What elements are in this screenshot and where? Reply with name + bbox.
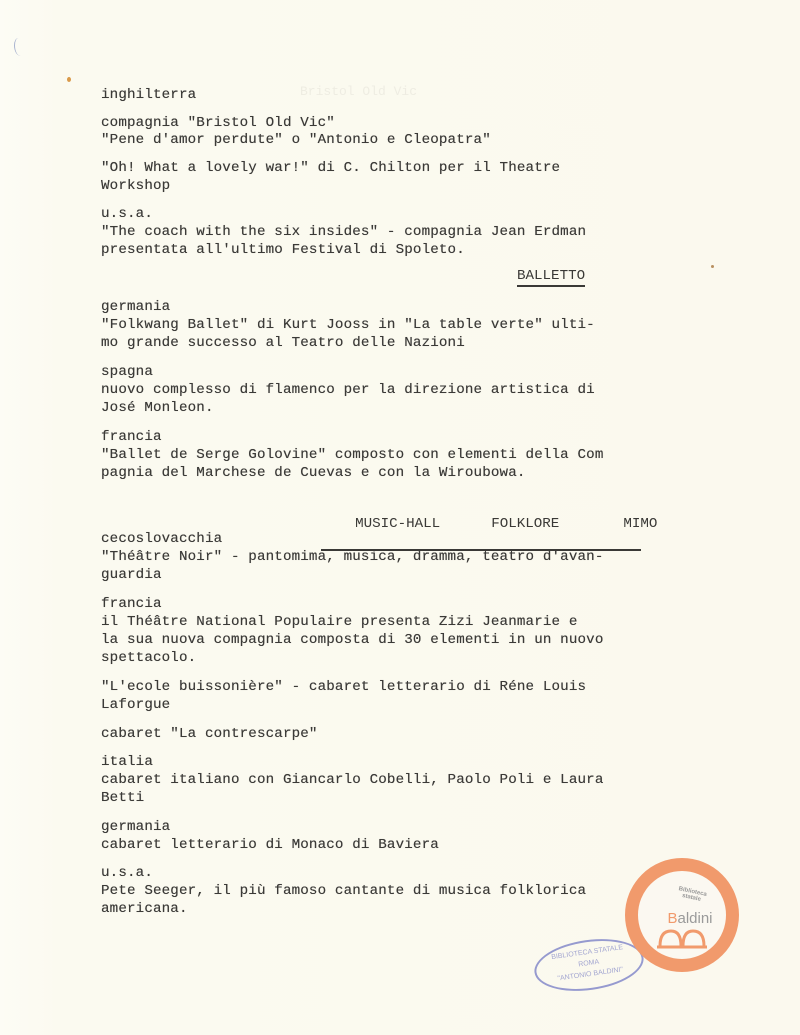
text-line: il Théâtre National Populaire presenta Zizi Jeanmarie e <box>101 614 578 630</box>
country-francia: francia <box>101 596 162 612</box>
text-line: Laforgue <box>101 697 171 713</box>
text-line: presentata all'ultimo Festival di Spoleto. <box>101 242 465 258</box>
text-line: pagnia del Marchese de Cuevas e con la Wiroubowa. <box>101 465 526 481</box>
country-cecoslovacchia: cecoslovacchia <box>101 531 223 547</box>
text-line: "The coach with the six insides" - compagnia Jean Erdman <box>101 224 587 240</box>
text-line: "Oh! What a lovely war!" di C. Chilton per il Theatre <box>101 160 561 176</box>
text-line: spettacolo. <box>101 650 197 666</box>
text-line: cabaret "La contrescarpe" <box>101 726 318 742</box>
text-line: guardia <box>101 567 162 583</box>
text-line: mo grande successo al Teatro delle Nazioni <box>101 335 465 351</box>
text-line: Betti <box>101 790 145 806</box>
text-line: compagnia "Bristol Old Vic" <box>101 115 335 131</box>
country-inghilterra: inghilterra <box>101 87 197 103</box>
text-line: Workshop <box>101 178 171 194</box>
staple-mark <box>14 38 25 56</box>
text-line: "L'ecole buissonière" - cabaret letterario di Réne Louis <box>101 679 587 695</box>
stamp-line: BIBLIOTECA STATALE <box>550 944 624 962</box>
logo-name <box>660 910 720 927</box>
heading-music-hall: MUSIC-HALL <box>355 516 441 532</box>
country-spagna: spagna <box>101 364 153 380</box>
country-francia: francia <box>101 429 162 445</box>
country-usa: u.s.a. <box>101 206 153 222</box>
baldini-logo <box>625 858 739 972</box>
paper-speck <box>711 265 714 268</box>
country-germania: germania <box>101 819 171 835</box>
text-line: "Ballet de Serge Golovine" composto con elementi della Com <box>101 447 604 463</box>
text-line: José Monleon. <box>101 400 214 416</box>
book-arches-icon <box>657 927 707 949</box>
text-line: la sua nuova compagnia composta di 30 elementi in un nuovo <box>101 632 604 648</box>
heading-music-hall-folklore-mimo <box>321 500 658 551</box>
text-line: americana. <box>101 901 188 917</box>
show-through-text: Bristol Old Vic <box>300 84 418 99</box>
stamp-line: ROMA <box>577 958 600 969</box>
text-line: nuovo complesso di flamenco per la direzione artistica di <box>101 382 595 398</box>
heading-mimo: MIMO <box>623 516 658 532</box>
text-line: "Folkwang Ballet" di Kurt Jooss in "La table verte" ulti- <box>101 317 595 333</box>
text-line: cabaret italiano con Giancarlo Cobelli, Paolo Poli e Laura <box>101 772 604 788</box>
country-germania: germania <box>101 299 171 315</box>
text-line: "Pene d'amor perdute" o "Antonio e Cleopatra" <box>101 132 491 148</box>
logo-name-rest: aldini <box>677 910 713 927</box>
country-italia: italia <box>101 754 153 770</box>
text-line: Pete Seeger, il più famoso cantante di musica folklorica <box>101 883 587 899</box>
text-line: "Théâtre Noir" - pantomima, musica, dramma, teatro d'avan- <box>101 549 604 565</box>
heading-folklore: FOLKLORE <box>491 516 560 532</box>
logo-subtitle: Biblioteca statale <box>677 886 708 903</box>
stamp-line: "ANTONIO BALDINI" <box>557 966 624 983</box>
logo-initial: B <box>667 910 678 927</box>
paper-stain <box>67 77 71 82</box>
text-line: cabaret letterario di Monaco di Baviera <box>101 837 439 853</box>
library-stamp <box>531 933 647 998</box>
heading-balletto: BALLETTO <box>517 268 585 287</box>
country-usa: u.s.a. <box>101 865 153 881</box>
